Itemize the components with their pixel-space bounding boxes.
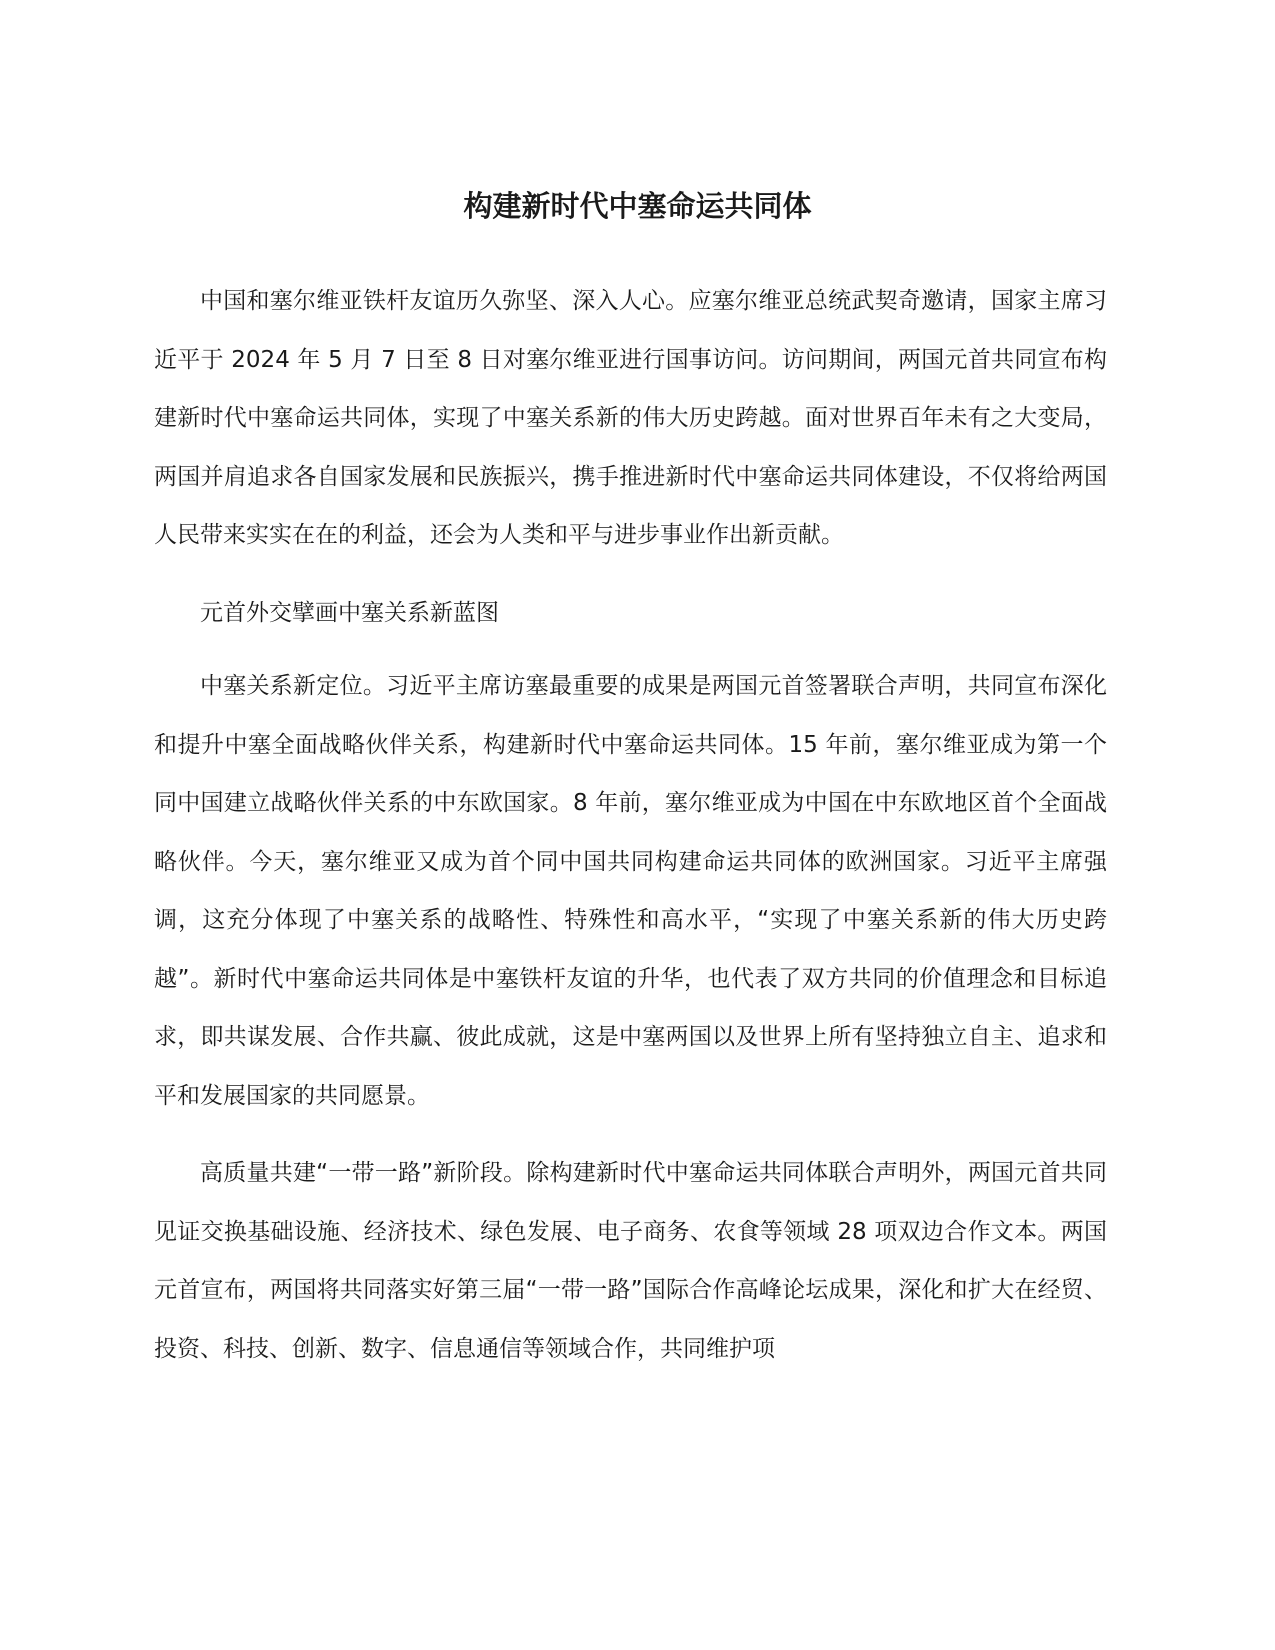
section-heading: 元首外交擘画中塞关系新蓝图 xyxy=(200,599,499,626)
paragraph-new-positioning: 中塞关系新定位。习近平主席访塞最重要的成果是两国元首签署联合声明，共同宣布深化和提升中塞全面战略伙伴关系，构建新时代中塞命运共同体。15 年前，塞尔维亚成为第一个同中国建立战略伙伴关系的中东欧国家。8 年前，塞尔维亚成为中国在中东欧地区首个全面战略伙伴。今天，塞尔维亚又成为首个同中国共同构建命运共同体的欧洲国家。习近平主席强调，这充分体现了中塞关系的战略性、特殊性和高水平，“实现了中塞关系新的伟大历史跨越”。新时代中塞命运共同体是中塞铁杆友谊的升华，也代表了双方共同的价值理念和目标追求，即共谋发展、合作共赢、彼此成就，这是中塞两国以及世界上所有坚持独立自主、追求和平和发展国家的共同愿景。 xyxy=(154,673,1107,1109)
paragraph-belt-and-road: 高质量共建“一带一路”新阶段。除构建新时代中塞命运共同体联合声明外，两国元首共同见证交换基础设施、经济技术、绿色发展、电子商务、农食等领域 28 项双边合作文本。两国元首宣布，两国将共同落实好第三届“一带一路”国际合作高峰论坛成果，深化和扩大在经贸、投资、科技、创新、数字、信息通信等领域合作，共同维护项 xyxy=(154,1160,1107,1362)
document-body xyxy=(154,272,1107,1397)
paragraph-intro: 中国和塞尔维亚铁杆友谊历久弥坚、深入人心。应塞尔维亚总统武契奇邀请，国家主席习近平于 2024 年 5 月 7 日至 8 日对塞尔维亚进行国事访问。访问期间，两国元首共同宣布构建新时代中塞命运共同体，实现了中塞关系新的伟大历史跨越。面对世界百年未有之大变局，两国并肩追求各自国家发展和民族振兴，携手推进新时代中塞命运共同体建设，不仅将给两国人民带来实实在在的利益，还会为人类和平与进步事业作出新贡献。 xyxy=(154,288,1107,548)
document-title: 构建新时代中塞命运共同体 xyxy=(463,189,812,223)
